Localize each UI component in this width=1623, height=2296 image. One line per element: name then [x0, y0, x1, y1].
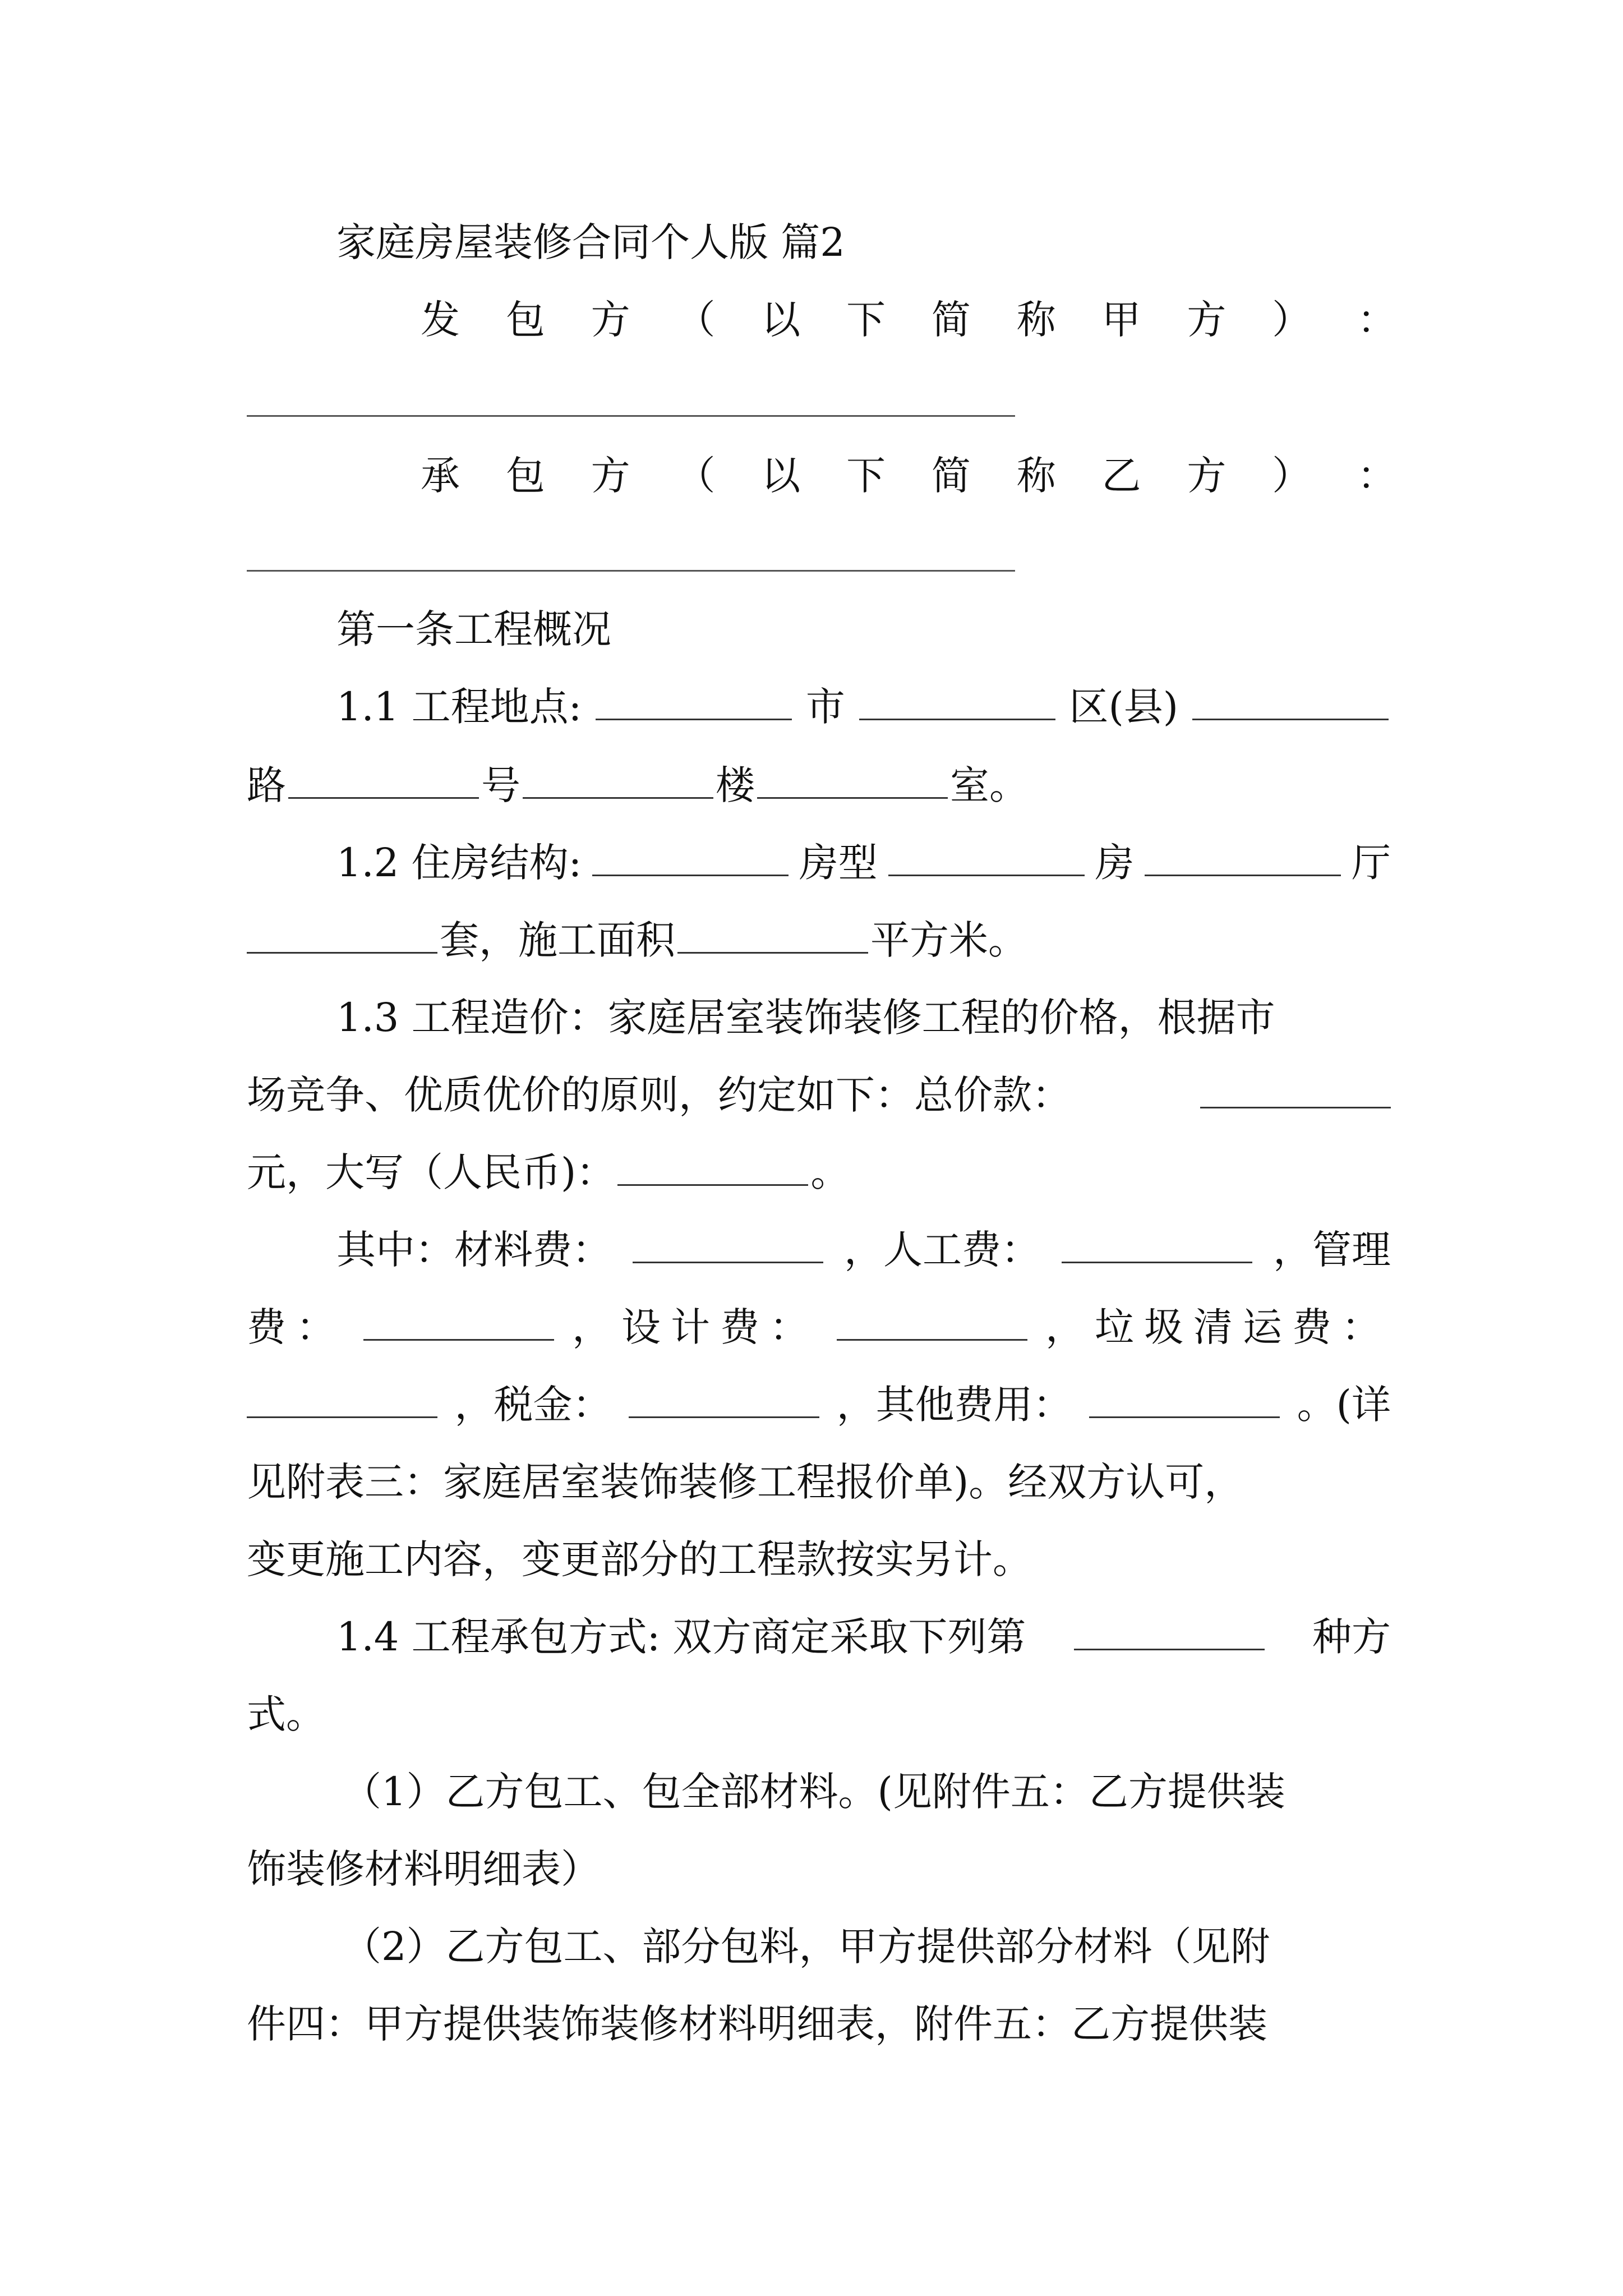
detail-ref-label: 。(详	[1297, 1382, 1391, 1428]
road-blank	[1192, 685, 1389, 721]
management-label: ，管理	[1273, 1227, 1391, 1273]
item-1-4-suffix: 种方	[1312, 1614, 1391, 1660]
party-b-char: ：	[1357, 453, 1396, 499]
fees-line1	[336, 1222, 1391, 1278]
other-fee-blank	[1089, 1383, 1280, 1419]
contract-method-blank	[1074, 1616, 1265, 1651]
item-1-2-line2	[247, 912, 1027, 968]
party-a-char: 包	[505, 297, 545, 343]
party-b-char: 以	[761, 453, 801, 499]
party-b-blank	[247, 570, 1015, 572]
room-blank	[757, 764, 948, 799]
party-a-char: 方	[1187, 297, 1227, 343]
other-fee-label: ，其他费用：	[836, 1382, 1072, 1428]
item-1-3-line1: 1.3 工程造价：家庭居室装饰装修工程的价格，根据市	[336, 995, 1275, 1041]
option-2-line1: （2）乙方包工、部分包料，甲方提供部分材料（见附	[342, 1924, 1270, 1970]
party-b-char: ）	[1272, 453, 1312, 499]
fees-line2	[247, 1299, 1391, 1355]
item-1-3-end: 。	[810, 1149, 850, 1195]
party-a-char: ：	[1357, 297, 1396, 343]
management-fee-label: 费：	[247, 1304, 345, 1350]
garbage-fee-blank	[247, 1383, 437, 1419]
party-b-char: （	[676, 453, 716, 499]
option-1-line1: （1）乙方包工、包全部材料。(见附件五：乙方提供装	[342, 1769, 1285, 1815]
building-blank	[523, 764, 713, 799]
party-b-char: 方	[591, 453, 630, 499]
area-blank	[677, 919, 868, 954]
party-b-char: 称	[1016, 453, 1056, 499]
item-1-3-line2	[247, 1067, 1391, 1123]
item-1-1-line1	[336, 679, 1391, 735]
rooms-blank	[888, 841, 1085, 877]
road-label: 路	[247, 762, 286, 808]
rooms-label: 房	[1095, 840, 1135, 886]
item-1-2-label: 1.2 住房结构:	[336, 840, 582, 886]
city-blank	[596, 685, 792, 721]
management-fee-blank	[363, 1306, 554, 1341]
sets-label: 套，施工面积	[440, 917, 675, 963]
garbage-fee-label: ，垃圾清运费：	[1045, 1304, 1391, 1350]
item-1-1-label: 1.1 工程地点:	[336, 684, 582, 730]
item-1-3-line2-text: 场竞争、优质优价的原则，约定如下：总价款：	[247, 1072, 1071, 1118]
party-a-char: 下	[846, 297, 886, 343]
yuan-label: 元，大写（人民币)：	[247, 1149, 616, 1195]
party-b-char: 简	[931, 453, 971, 499]
type-label: 房型	[799, 840, 878, 886]
building-label: 楼	[716, 762, 755, 808]
total-price-blank	[1200, 1074, 1391, 1109]
halls-label: 厅	[1351, 840, 1391, 886]
number-label: 号	[481, 762, 520, 808]
number-blank	[288, 764, 479, 799]
option-1-line2: 饰装修材料明细表）	[247, 1846, 600, 1892]
district-label: 区(县)	[1069, 684, 1179, 730]
fees-line3	[247, 1377, 1391, 1433]
fees-line4: 见附表三：家庭居室装饰装修工程报价单)。经双方认可，	[247, 1459, 1244, 1505]
party-a-char: 甲	[1101, 297, 1141, 343]
party-a-blank	[247, 415, 1015, 417]
tax-blank	[629, 1383, 819, 1419]
labor-fee-label: ，人工费：	[844, 1227, 1040, 1273]
design-fee-blank	[837, 1306, 1027, 1341]
party-a-char: 简	[931, 297, 971, 343]
item-1-4-text: 1.4 工程承包方式: 双方商定采取下列第	[336, 1614, 1026, 1660]
material-fee-label: 其中：材料费：	[336, 1227, 611, 1273]
amount-in-words-blank	[617, 1151, 808, 1186]
party-b-char: 下	[846, 453, 886, 499]
party-a-char: 方	[591, 297, 630, 343]
option-2-line2: 件四：甲方提供装饰装修材料明细表，附件五：乙方提供装	[247, 2001, 1267, 2047]
room-label: 室。	[950, 762, 1029, 808]
type-blank	[592, 841, 789, 877]
city-label: 市	[805, 684, 845, 730]
item-1-2-line1	[336, 835, 1391, 891]
design-fee-label: ，设计费：	[572, 1304, 819, 1350]
area-unit: 平方米。	[870, 917, 1027, 963]
party-b-char: 包	[505, 453, 545, 499]
tax-label: ，税金：	[454, 1382, 612, 1428]
party-b-char: 承	[421, 453, 460, 499]
item-1-1-line2	[247, 757, 1029, 813]
party-b-char: 乙	[1101, 453, 1141, 499]
party-b-char: 方	[1187, 453, 1227, 499]
party-a-char: 称	[1016, 297, 1056, 343]
item-1-4-line2: 式。	[247, 1691, 325, 1737]
labor-fee-blank	[1062, 1228, 1252, 1264]
party-a-char: 发	[421, 297, 460, 343]
article-1-heading: 第一条工程概况	[336, 606, 611, 652]
party-b-line	[421, 448, 1396, 504]
document-title: 家庭房屋装修合同个人版 篇2	[336, 219, 845, 265]
party-a-char: 以	[761, 297, 801, 343]
item-1-3-line3	[247, 1144, 850, 1200]
district-blank	[859, 685, 1055, 721]
fees-line5: 变更施工内容，变更部分的工程款按实另计。	[247, 1536, 1032, 1582]
party-a-char: （	[676, 297, 716, 343]
item-1-4-line1	[336, 1609, 1391, 1665]
halls-blank	[1145, 841, 1341, 877]
party-a-line	[421, 292, 1396, 348]
sets-blank	[247, 919, 437, 954]
material-fee-blank	[633, 1228, 823, 1264]
party-a-char: ）	[1272, 297, 1312, 343]
